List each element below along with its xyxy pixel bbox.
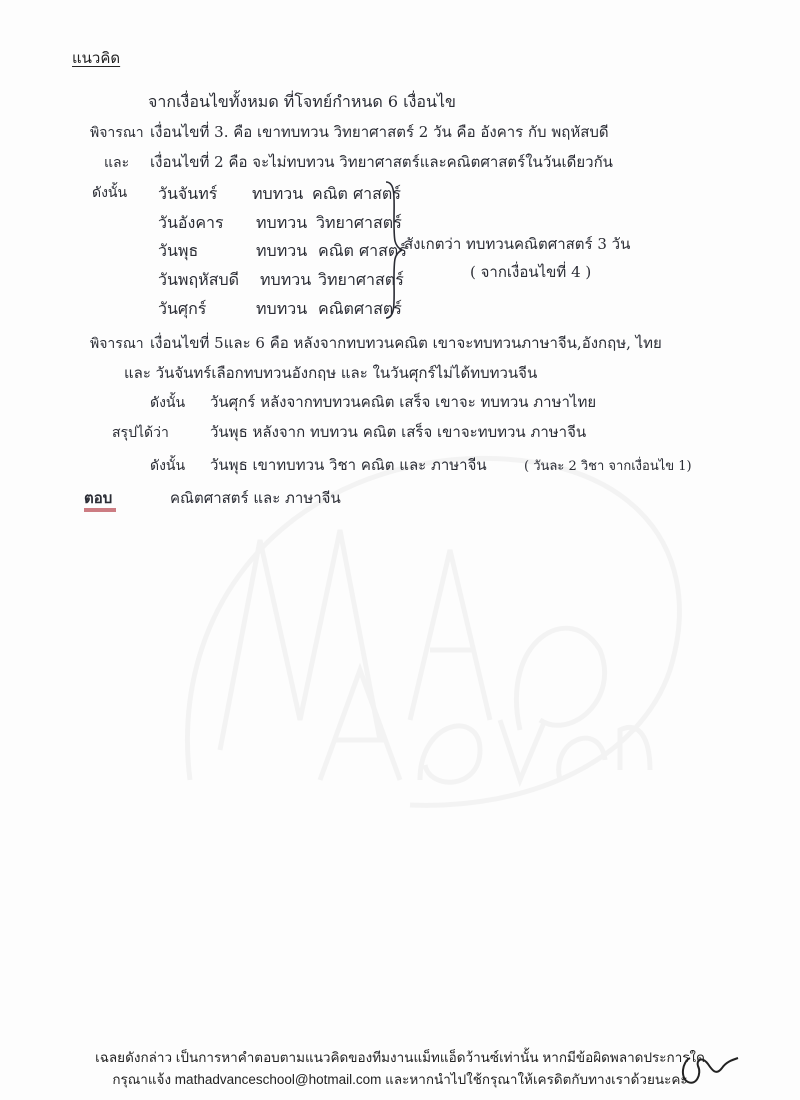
brace-note-line1: สังเกตว่า ทบทวนคณิตศาสตร์ 3 วัน [404, 235, 631, 253]
schedule-subject: คณิต ศาสตร์ [318, 241, 407, 260]
schedule-verb: ทบทวน [256, 213, 308, 232]
footer-line1: เฉลยดังกล่าว เป็นการหาคำตอบตามแนวคิดของทีมงานแม็ทแอ็ดว้านซ์เท่านั้น หากมีข้อผิดพลาดประการใด [95, 1050, 705, 1065]
answer-label: ตอบ [84, 489, 113, 507]
signature-icon [672, 1048, 742, 1092]
friday-conclusion-line: วันศุกร์ หลังจากทบทวนคณิต เสร็จ เขาจะ ทบทวน ภาษาไทย [210, 393, 597, 411]
schedule-verb: ทบทวน [256, 241, 308, 260]
and-label: และ [104, 155, 130, 171]
schedule-day: วันจันทร์ [158, 184, 218, 203]
schedule-subject: คณิตศาสตร์ [318, 299, 402, 318]
schedule-verb: ทบทวน [256, 299, 308, 318]
schedule-day: วันพุธ [158, 241, 199, 260]
schedule-day: วันพฤหัสบดี [158, 270, 240, 289]
schedule-day: วันอังคาร [158, 213, 224, 232]
schedule-day: วันศุกร์ [158, 299, 207, 318]
schedule-subject: วิทยาศาสตร์ [316, 213, 402, 232]
schedule-verb: ทบทวน [252, 184, 304, 203]
wednesday-conclusion-line: วันพุธ หลังจาก ทบทวน คณิต เสร็จ เขาจะทบทวน ภาษาจีน [210, 423, 587, 441]
section-heading: แนวคิด [72, 49, 121, 67]
condition-3-line: เงื่อนไขที่ 3. คือ เขาทบทวน วิทยาศาสตร์ 2 วัน คือ อังคาร กับ พฤหัสบดี [150, 123, 609, 141]
schedule-subject: วิทยาศาสตร์ [318, 270, 404, 289]
curly-brace-icon [384, 180, 404, 320]
consider-label: พิจารณา [90, 125, 144, 141]
intro-line: จากเงื่อนไขทั้งหมด ที่โจทย์กำหนด 6 เงื่อนไข [148, 92, 456, 111]
final-conclusion-line: วันพุธ เขาทบทวน วิชา คณิต และ ภาษาจีน [210, 456, 487, 474]
condition-2-line: เงื่อนไขที่ 2 คือ จะไม่ทบทวน วิทยาศาสตร์และคณิตศาสตร์ในวันเดียวกัน [150, 153, 613, 171]
consider-label-2: พิจารณา [90, 336, 144, 352]
monday-friday-line: และ วันจันทร์เลือกทบทวนอังกฤษ และ ในวันศุกร์ไม่ได้ทบทวนจีน [124, 364, 538, 382]
condition-5-6-line: เงื่อนไขที่ 5และ 6 คือ หลังจากทบทวนคณิต เขาจะทบทวนภาษาจีน,อังกฤษ, ไทย [150, 334, 662, 352]
schedule-subject: คณิต ศาสตร์ [312, 184, 401, 203]
schedule-verb: ทบทวน [260, 270, 312, 289]
therefore-label-3: ดังนั้น [150, 458, 186, 474]
watermark-logo-icon [150, 420, 710, 820]
therefore-label: ดังนั้น [92, 185, 128, 201]
answer-underline [84, 508, 116, 512]
condition-1-note: ( วันละ 2 วิชา จากเงื่อนไข 1) [524, 459, 692, 474]
summary-label: สรุปได้ว่า [112, 425, 169, 441]
brace-note-line2: ( จากเงื่อนไขที่ 4 ) [470, 263, 592, 281]
answer-text: คณิตศาสตร์ และ ภาษาจีน [170, 489, 341, 507]
therefore-label-2: ดังนั้น [150, 395, 186, 411]
footer-line2: กรุณาแจ้ง mathadvanceschool@hotmail.com และหากนำไปใช้กรุณาให้เครดิตกับทางเราด้วยนะคะ [112, 1072, 688, 1087]
